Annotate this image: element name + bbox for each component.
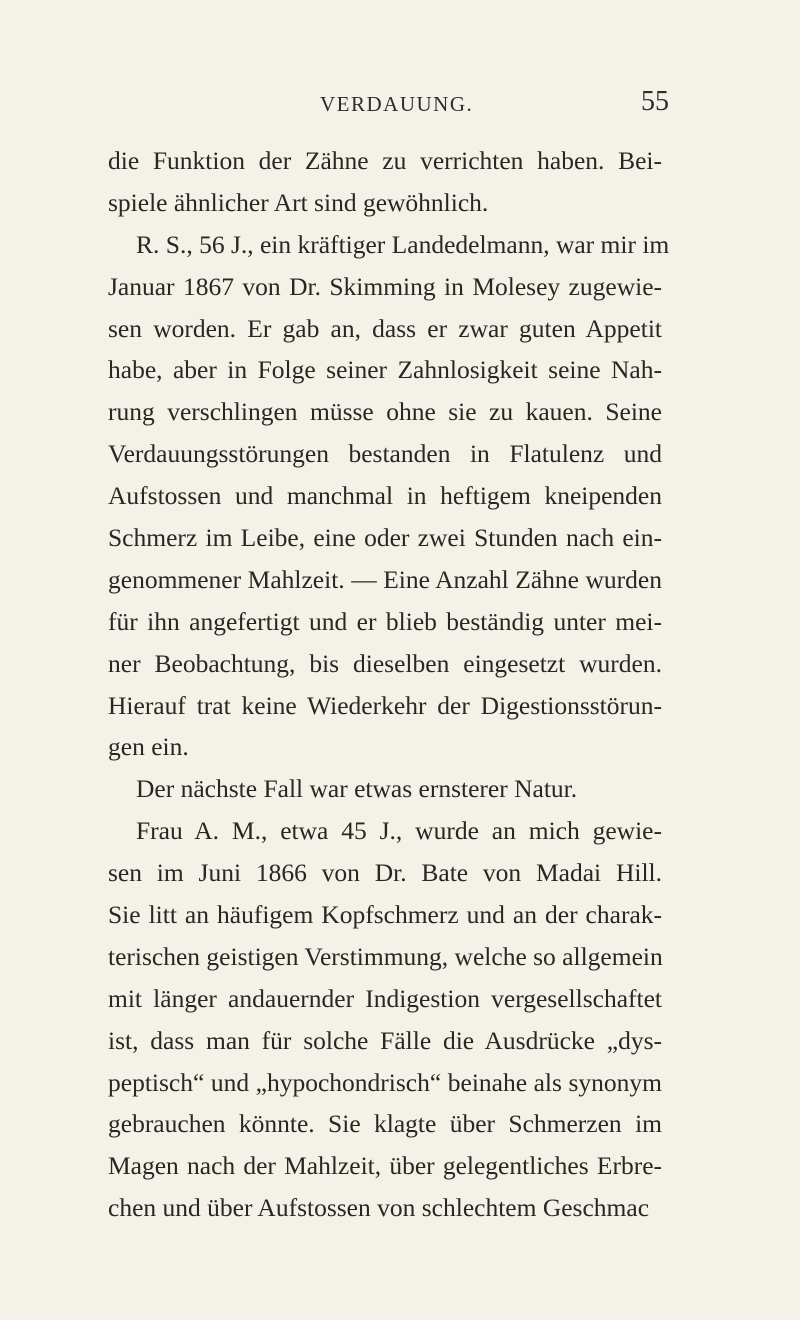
text-line: terischen geistigen Verstimmung, welche so allgemein <box>108 941 663 971</box>
text-line: spiele ähnlicher Art sind gewöhnlich. <box>108 187 489 217</box>
text-line: die Funktion der Zähne zu verrichten haben. Bei- <box>108 146 662 175</box>
text-line: mit länger andauernder Indigestion vergesellschaftet <box>108 983 662 1013</box>
running-title: VERDAUUNG. <box>320 92 474 116</box>
text-line: Januar 1867 von Dr. Skimming in Molesey zugewie- <box>108 271 662 301</box>
text-line: rung verschlingen müsse ohne sie zu kauen. Seine <box>108 397 662 427</box>
text-line: habe, aber in Folge seiner Zahnlosigkeit seine Nah- <box>108 355 662 385</box>
text-line: ner Beobachtung, bis dieselben eingesetzt wurden. <box>108 648 662 678</box>
text-line: Verdauungsstörungen bestanden in Flatulenz und <box>108 439 662 469</box>
text-line: Magen nach der Mahlzeit, über gelegentliches Erbre- <box>108 1151 662 1181</box>
running-head <box>0 86 800 126</box>
text-line: sen worden. Er gab an, dass er zwar guten Appetit <box>108 313 662 343</box>
text-line: Hierauf trat keine Wiederkehr der Digestionsstörun- <box>108 690 662 720</box>
text-line: für ihn angefertigt und er blieb beständig unter mei- <box>108 606 662 636</box>
text-line: R. S., 56 J., ein kräftiger Landedelmann, war mir im <box>136 229 670 259</box>
text-line: Frau A. M., etwa 45 J., wurde an mich gewie- <box>136 816 662 846</box>
text-line: ist, dass man für solche Fälle die Ausdrücke „dys- <box>108 1025 662 1055</box>
text-line: Schmerz im Leibe, eine oder zwei Stunden nach ein- <box>108 523 662 553</box>
text-line: genommener Mahlzeit. — Eine Anzahl Zähne wurden <box>108 564 662 594</box>
text-line: chen und über Aufstossen von schlechtem Geschmac <box>108 1193 650 1223</box>
text-line: Der nächste Fall war etwas ernsterer Natur. <box>136 774 578 804</box>
page-number: 55 <box>641 86 669 117</box>
text-line: gebrauchen könnte. Sie klagte über Schmerzen im <box>108 1109 662 1139</box>
text-line: gen ein. <box>108 732 189 762</box>
text-line: Aufstossen und manchmal in heftigem kneipenden <box>108 481 662 511</box>
text-line: peptisch“ und „hypochondrisch“ beinahe als synonym <box>108 1067 662 1097</box>
text-line: sen im Juni 1866 von Dr. Bate von Madai Hill. <box>108 858 662 888</box>
body-text <box>108 140 670 1229</box>
text-line: Sie litt an häufigem Kopfschmerz und an der charak- <box>108 900 662 930</box>
